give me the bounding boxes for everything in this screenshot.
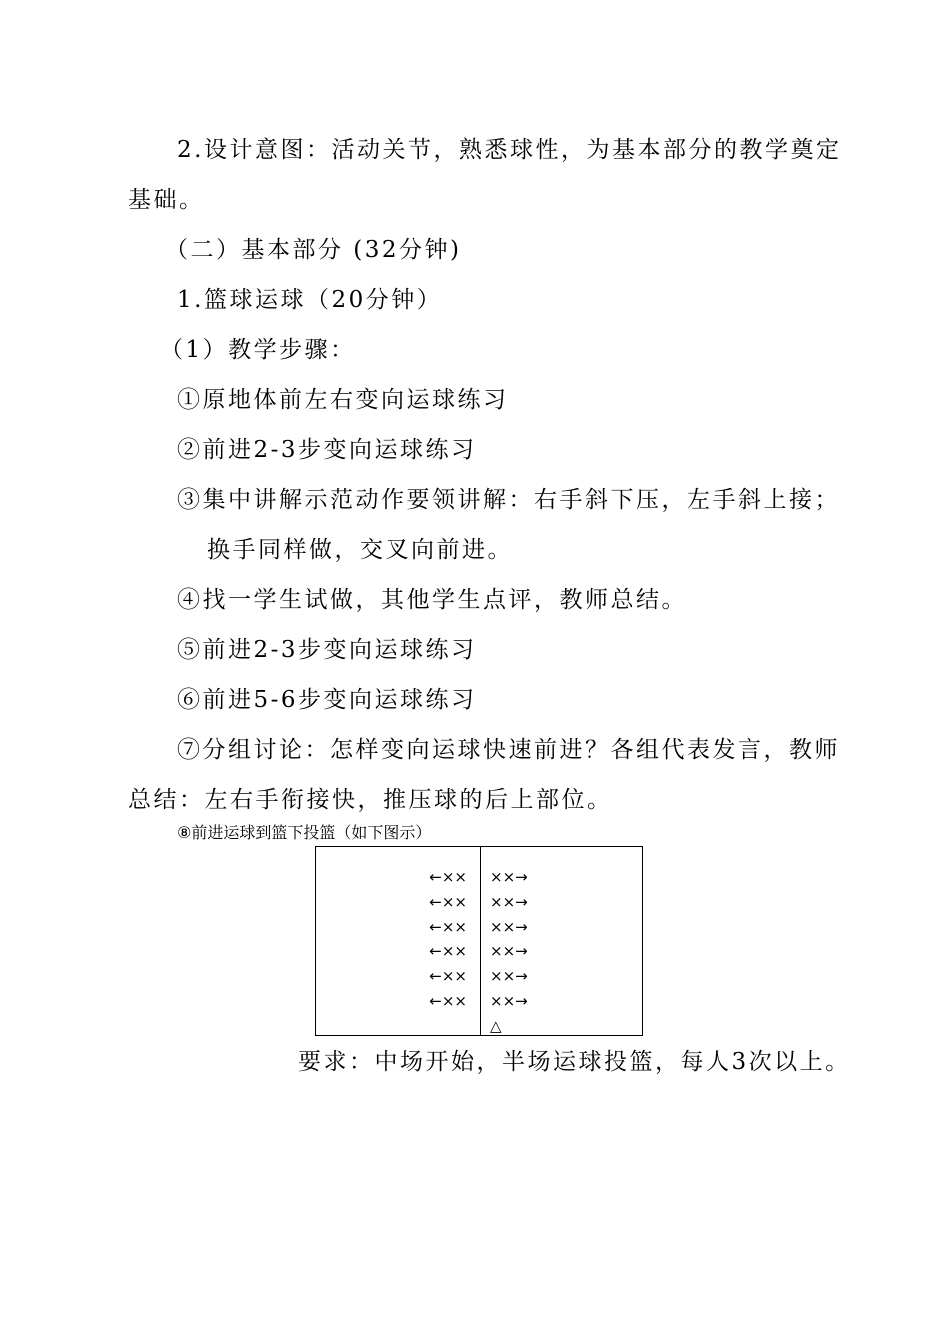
drill-diagram: [315, 846, 643, 1036]
step-2: ②前进2-3步变向运球练习: [177, 437, 477, 463]
diagram-left-column: [429, 865, 467, 1014]
diagram-right-row: ××→: [490, 917, 528, 936]
diagram-right-row: ××→: [490, 991, 528, 1010]
step-1: ①原地体前左右变向运球练习: [177, 387, 509, 413]
requirement-text: 要求：中场开始，半场运球投篮，每人3次以上。: [298, 1049, 851, 1075]
step-7-line2: 总结：左右手衔接快，推压球的后上部位。: [128, 787, 613, 813]
diagram-left-row: ←××: [429, 991, 467, 1010]
step-5: ⑤前进2-3步变向运球练习: [177, 637, 477, 663]
diagram-left-row: ←××: [429, 967, 467, 986]
paragraph-design-intent-line1: 2.设计意图：活动关节，熟悉球性，为基本部分的教学奠定: [177, 137, 842, 163]
diagram-basket-marker: △: [490, 1016, 502, 1035]
diagram-left-row: ←××: [429, 942, 467, 961]
diagram-left-row: ←××: [429, 868, 467, 886]
diagram-right-row: ××→: [490, 942, 528, 961]
item-heading-dribbling: 1.篮球运球（20分钟）: [177, 287, 443, 313]
diagram-left-row: ←××: [429, 917, 467, 936]
section-heading-basic-part: （二）基本部分 (32分钟): [165, 237, 462, 263]
diagram-right-row: ××→: [490, 868, 528, 886]
step-3-line2: 换手同样做，交叉向前进。: [207, 537, 513, 563]
diagram-right-column: [490, 865, 528, 1039]
step-8: ⑧前进运球到篮下投篮（如下图示）: [177, 823, 432, 842]
diagram-divider: [480, 847, 481, 1035]
steps-title: （1）教学步骤：: [160, 337, 356, 363]
step-6: ⑥前进5-6步变向运球练习: [177, 687, 477, 713]
diagram-right-row: ××→: [490, 892, 528, 911]
diagram-left-row: ←××: [429, 892, 467, 911]
step-3-line1: ③集中讲解示范动作要领讲解：右手斜下压，左手斜上接；: [177, 487, 840, 513]
paragraph-design-intent-line2: 基础。: [128, 187, 205, 213]
step-4: ④找一学生试做，其他学生点评，教师总结。: [177, 587, 687, 613]
step-7-line1: ⑦分组讨论：怎样变向运球快速前进？各组代表发言，教师: [177, 737, 840, 763]
diagram-right-row: ××→: [490, 967, 528, 986]
